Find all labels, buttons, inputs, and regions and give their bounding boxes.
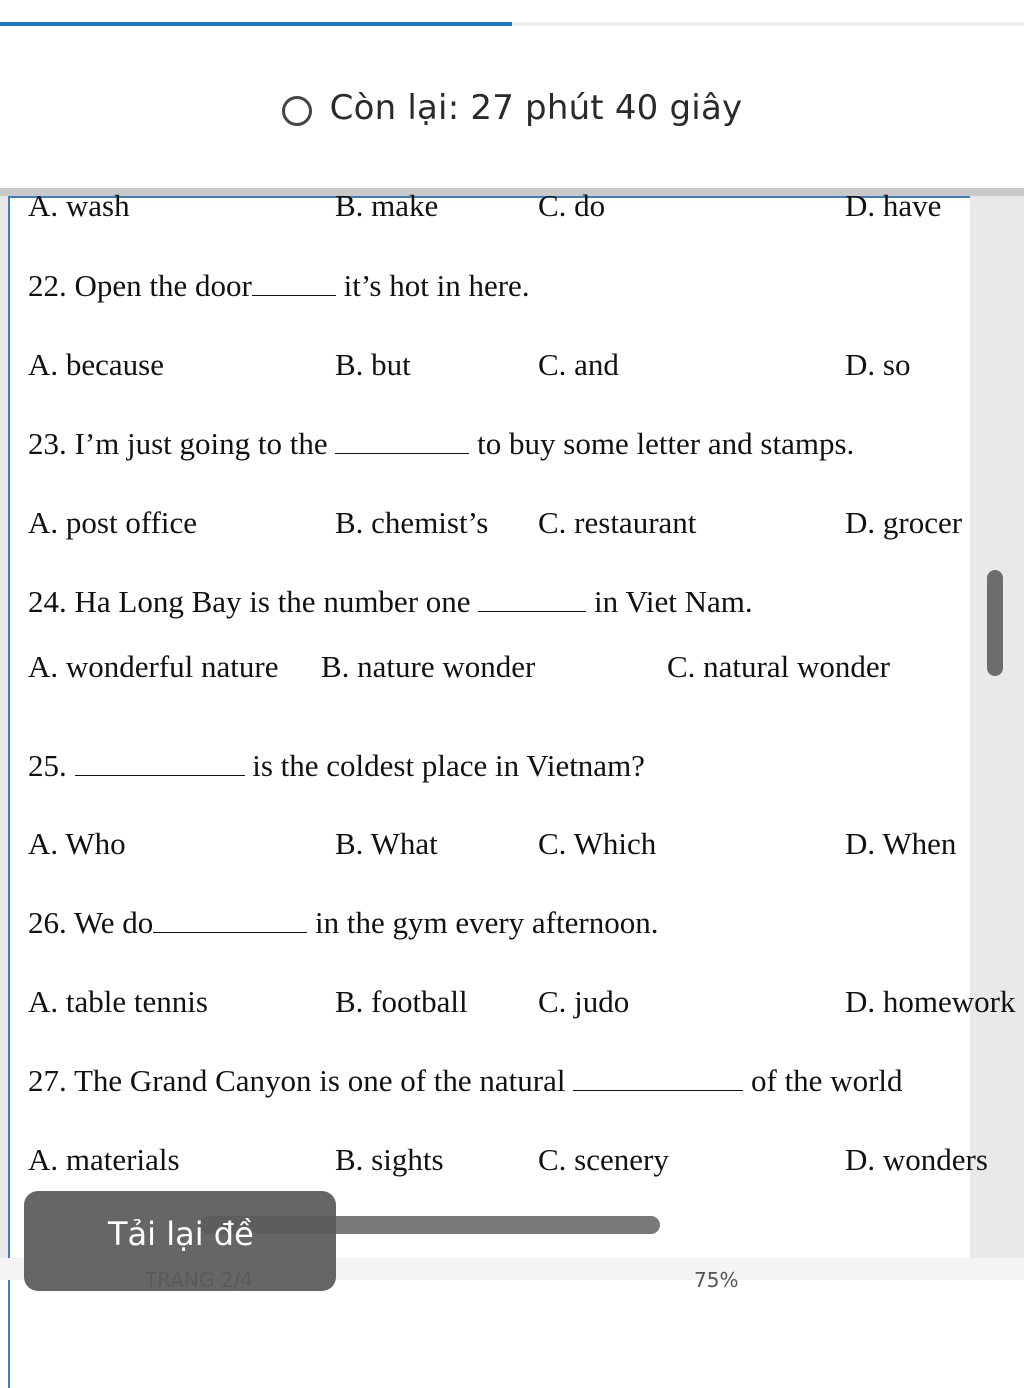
- option: B. but: [335, 347, 411, 382]
- clock-icon: [282, 96, 312, 126]
- option: D. homework: [845, 984, 1016, 1019]
- option: C. natural wonder: [667, 649, 890, 684]
- options-row: [335, 188, 438, 224]
- reload-test-button[interactable]: [24, 1191, 336, 1291]
- answer-blank: [573, 1066, 743, 1091]
- option: B. make: [335, 188, 439, 223]
- question-tail: is the coldest place in Vietnam?: [244, 748, 645, 783]
- progress-bar: [0, 22, 1024, 26]
- question-text: [28, 1063, 903, 1099]
- option: C. scenery: [538, 1142, 669, 1177]
- option: C. judo: [538, 984, 630, 1019]
- question-tail: it’s hot in here.: [335, 268, 530, 303]
- option: D. grocer: [845, 505, 963, 540]
- vertical-scrollbar-thumb[interactable]: [987, 570, 1003, 676]
- option: C. restaurant: [538, 505, 697, 540]
- option: A. wash: [28, 188, 130, 223]
- question-stem: 22. Open the door: [28, 268, 252, 303]
- option: B. sights: [335, 1142, 444, 1177]
- option: A. materials: [28, 1142, 180, 1177]
- question-tail: to buy some letter and stamps.: [469, 426, 855, 461]
- option: A. because: [28, 347, 164, 382]
- answer-blank: [153, 908, 307, 933]
- option: C. and: [538, 347, 619, 382]
- options-row: [28, 188, 130, 224]
- option: D. wonders: [845, 1142, 988, 1177]
- option: D. so: [845, 347, 911, 382]
- option: A. wonderful nature: [28, 649, 279, 684]
- options-row: [538, 188, 605, 224]
- reload-label: Tải lại đề: [108, 1215, 254, 1253]
- question-text: [28, 584, 753, 620]
- question-tail: of the world: [743, 1063, 903, 1098]
- option: A. table tennis: [28, 984, 208, 1019]
- question-tail: in the gym every afternoon.: [307, 905, 659, 940]
- question-tail: in Viet Nam.: [586, 584, 753, 619]
- question-text: [28, 426, 854, 462]
- question-text: [28, 905, 658, 941]
- option: C. do: [538, 188, 606, 223]
- option: D. have: [845, 188, 942, 223]
- options-row: [845, 188, 941, 224]
- zoom-level: 75%: [694, 1268, 739, 1292]
- option: A. post office: [28, 505, 198, 540]
- option: A. Who: [28, 826, 126, 861]
- answer-blank: [252, 271, 336, 296]
- question-stem: 26. We do: [28, 905, 154, 940]
- progress-fill: [0, 22, 512, 26]
- answer-blank: [478, 587, 586, 612]
- question-stem: 23. I’m just going to the: [28, 426, 336, 461]
- answer-blank: [75, 751, 245, 776]
- option: B. football: [335, 984, 468, 1019]
- question-stem: 24. Ha Long Bay is the number one: [28, 584, 479, 619]
- timer-text: Còn lại: 27 phút 40 giây: [329, 88, 743, 128]
- question-text: [28, 268, 530, 304]
- question-text: [28, 748, 645, 784]
- option: B. nature wonder: [321, 649, 536, 684]
- option: D. When: [845, 826, 957, 861]
- option: B. chemist’s: [335, 505, 489, 540]
- question-stem: 27. The Grand Canyon is one of the natural: [28, 1063, 574, 1098]
- option: B. What: [335, 826, 438, 861]
- document-viewer[interactable]: [0, 188, 1024, 1280]
- answer-blank: [335, 429, 469, 454]
- question-stem: 25.: [28, 748, 75, 783]
- countdown-timer: [0, 88, 1024, 128]
- option: C. Which: [538, 826, 657, 861]
